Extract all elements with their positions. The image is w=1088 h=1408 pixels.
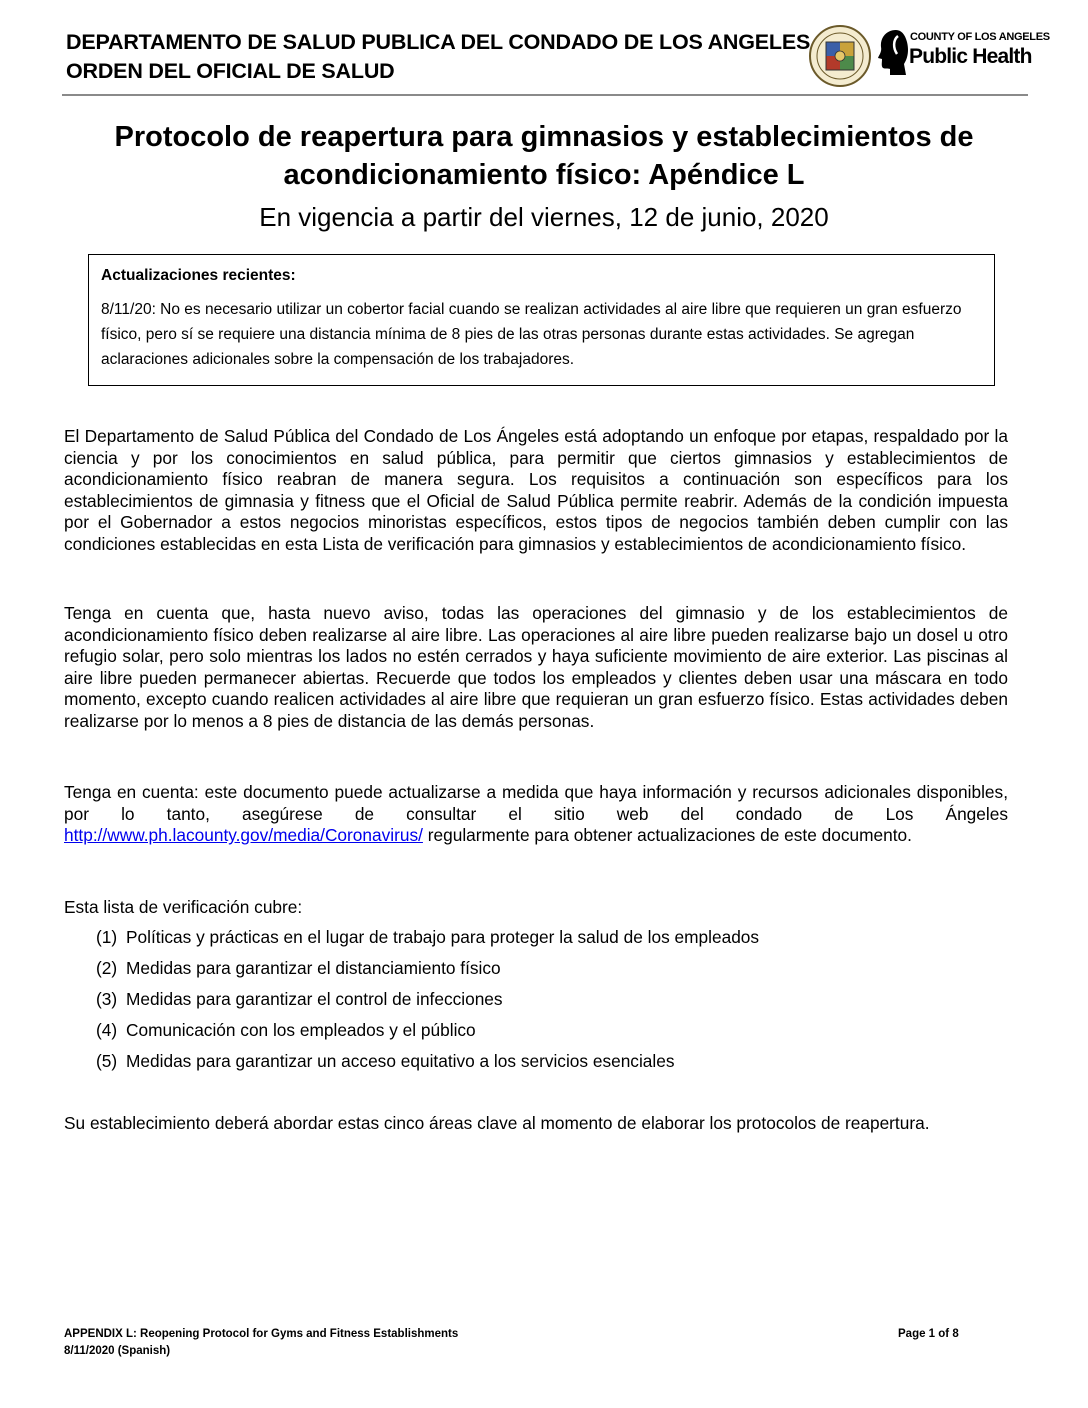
county-seal-icon	[808, 24, 872, 88]
logo-brand-text: Public Health	[909, 45, 1032, 68]
header-title	[66, 28, 810, 86]
list-item	[96, 988, 759, 1019]
recent-updates-box	[88, 254, 995, 386]
closing-paragraph: Su establecimiento deberá abordar estas cinco áreas clave al momento de elaborar los protocolos de reapertura.	[64, 1113, 930, 1133]
public-health-logo	[876, 28, 1050, 76]
document-title-line1: Protocolo de reapertura para gimnasios y establecimientos de	[114, 121, 974, 153]
list-item-number: (2)	[96, 958, 118, 978]
list-item-text: Medidas para garantizar el control de infecciones	[126, 989, 503, 1009]
list-item-text: Comunicación con los empleados y el público	[126, 1020, 476, 1040]
header-department: DEPARTAMENTO DE SALUD PUBLICA DEL CONDADO DE LOS ANGELES	[66, 30, 811, 54]
notice-text-after: regularmente para obtener actualizaciones de este documento.	[422, 825, 912, 846]
list-item	[96, 1019, 759, 1050]
list-item-number: (1)	[96, 927, 118, 947]
header-order: ORDEN DEL OFICIAL DE SALUD	[66, 59, 395, 83]
checklist	[96, 926, 759, 1081]
notice-text-before: Tenga en cuenta: este documento puede actualizarse a medida que haya información y recursos adicionales disponibles, por lo tanto, asegúrese de consultar el sitio web del condado de Los Ángeles	[64, 782, 1008, 824]
list-item-number: (3)	[96, 989, 118, 1009]
footer-appendix-title: APPENDIX L: Reopening Protocol for Gyms and Fitness Establishments	[64, 1328, 459, 1340]
page-number: Page 1 of 8	[898, 1328, 959, 1340]
list-item-text: Medidas para garantizar un acceso equitativo a los servicios esenciales	[126, 1051, 675, 1071]
document-subtitle: En vigencia a partir del viernes, 12 de junio, 2020	[259, 202, 829, 232]
document-title-line2: acondicionamiento físico: Apéndice L	[283, 159, 805, 191]
profile-silhouette-icon	[876, 28, 910, 76]
document-title	[60, 118, 1028, 194]
intro-paragraph: El Departamento de Salud Pública del Condado de Los Ángeles está adoptando un enfoque por etapas, respaldado por la ciencia y por los conocimientos en salud pública, para permitir que ciertos gimnasios y establecimientos de acondicionamiento físico reabran de manera segura. Los requisitos a continuación son específicos para los establecimientos de gimnasia y fitness que el Oficial de Salud Pública permite reabrir. Además de la condición impuesta por el Gobernador a estos negocios minoristas específicos, estos tipos de negocios también deben cumplir con las condiciones establecidas en esta Lista de verificación para gimnasios y establecimientos de acondicionamiento físico.	[64, 426, 1008, 554]
footer-appendix	[64, 1326, 458, 1360]
header-divider	[62, 94, 1028, 96]
logo-county-text: COUNTY OF LOS ANGELES	[910, 31, 1050, 43]
recent-updates-text: 8/11/20: No es necesario utilizar un cobertor facial cuando se realizan actividades al aire libre que requieren un gran esfuerzo físico, pero sí se requiere una distancia mínima de 8 pies de las otras personas durante estas actividades. Se agregan aclaraciones adicionales sobre la compensación de los trabajadores.	[101, 301, 962, 368]
list-item	[96, 926, 759, 957]
updates-notice-paragraph	[64, 782, 1008, 847]
list-item	[96, 1050, 759, 1081]
checklist-intro: Esta lista de verificación cubre:	[64, 897, 303, 917]
footer-date: 8/11/2020 (Spanish)	[64, 1345, 171, 1357]
list-item-number: (4)	[96, 1020, 118, 1040]
coronavirus-website-link[interactable]: http://www.ph.lacounty.gov/media/Coronavirus/	[64, 825, 423, 846]
list-item-text: Medidas para garantizar el distanciamiento físico	[126, 958, 501, 978]
list-item-text: Políticas y prácticas en el lugar de trabajo para proteger la salud de los empleados	[126, 927, 760, 947]
outdoor-operations-paragraph: Tenga en cuenta que, hasta nuevo aviso, todas las operaciones del gimnasio y de los establecimientos de acondicionamiento físico deben realizarse al aire libre. Las operaciones al aire libre pueden realizarse bajo un dosel u otro refugio solar, pero solo mientras los lados no estén cerrados y haya suficiente movimiento de aire exterior. Las piscinas al aire libre pueden permanecer abiertas. Recuerde que todos los empleados y clientes deben usar una máscara en todo momento, excepto cuando realicen actividades al aire libre que requieran un gran esfuerzo físico. Estas actividades deben realizarse por lo menos a 8 pies de distancia de las demás personas.	[64, 603, 1008, 731]
recent-updates-heading: Actualizaciones recientes:	[101, 267, 296, 284]
list-item	[96, 957, 759, 988]
list-item-number: (5)	[96, 1051, 118, 1071]
